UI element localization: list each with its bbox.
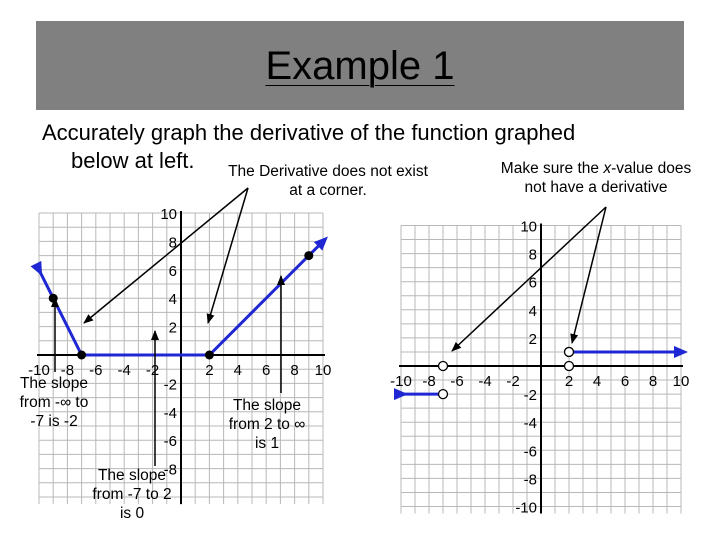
x-tick-label: 8 <box>648 373 658 390</box>
callout-corner <box>206 162 450 200</box>
y-tick-label: 2 <box>528 330 537 348</box>
x-tick-label: 8 <box>290 362 299 379</box>
x-tick-label: 4 <box>592 373 602 390</box>
y-tick-label: -2 <box>163 376 177 394</box>
callout-corner-line2: at a corner. <box>289 182 367 199</box>
x-tick-label: 2 <box>205 362 214 379</box>
y-tick-label: -10 <box>515 499 537 517</box>
x-tick-label: 6 <box>262 362 271 379</box>
instruction-line-2: below at left. <box>71 148 195 173</box>
y-tick-label: 6 <box>528 274 537 292</box>
y-tick-label: 8 <box>168 234 177 252</box>
function-point <box>49 294 58 303</box>
function-point <box>304 251 313 260</box>
callout-slope-mid <box>82 466 182 523</box>
y-tick-label: -8 <box>523 471 537 489</box>
y-tick-label: 2 <box>168 319 177 337</box>
y-tick-label: 6 <box>168 262 177 280</box>
callout-slope-right-line1: The slope <box>232 397 302 414</box>
derivative-open-point <box>565 347 574 356</box>
y-tick-label: 8 <box>528 246 537 264</box>
callout-xvalue-line2: not have a derivative <box>524 179 668 196</box>
y-tick-label: 10 <box>160 206 177 223</box>
callout-slope-right-line2: from 2 to ∞ <box>228 416 306 433</box>
x-tick-label: 10 <box>314 362 332 379</box>
y-tick-label: -6 <box>523 443 537 461</box>
function-point <box>77 351 86 360</box>
x-tick-label: 4 <box>233 362 242 379</box>
x-tick-label: -10 <box>390 373 412 390</box>
callout-slope-right <box>217 396 317 453</box>
callout-slope-mid-line3: is 0 <box>119 505 145 522</box>
callout-corner-line1: The Derivative does not exist <box>228 163 428 180</box>
x-tick-label: -8 <box>422 373 436 390</box>
callout-xvalue <box>480 159 712 197</box>
x-tick-label: -2 <box>145 362 160 379</box>
x-tick-label: 10 <box>672 373 690 390</box>
y-tick-label: -4 <box>523 415 537 433</box>
slide-title: Example 1 <box>265 44 455 88</box>
x-tick-label: -8 <box>60 362 75 379</box>
y-tick-label: 10 <box>520 218 537 236</box>
y-tick-label: 4 <box>168 291 177 309</box>
derivative-open-point <box>439 362 448 371</box>
x-tick-label: 6 <box>620 373 630 390</box>
y-tick-label: -2 <box>523 387 537 405</box>
x-tick-label: -2 <box>506 373 520 390</box>
callout-slope-left-line2: from -∞ to <box>19 394 89 411</box>
y-tick-label: -4 <box>163 404 177 422</box>
derivative-open-point <box>439 390 448 399</box>
callout-slope-left <box>8 374 100 431</box>
callout-slope-mid-line2: from -7 to 2 <box>92 486 172 503</box>
callout-slope-right-line3: is 1 <box>254 435 280 452</box>
callout-slope-left-line3: -7 is -2 <box>30 413 78 430</box>
y-tick-label: -8 <box>163 461 177 479</box>
graph-derivative <box>390 219 689 517</box>
italic-x: x <box>603 160 612 177</box>
x-tick-label: -4 <box>117 362 131 379</box>
derivative-open-point <box>565 362 574 371</box>
x-tick-label: -4 <box>478 373 492 390</box>
y-tick-label: 4 <box>528 302 537 320</box>
function-point <box>205 351 214 360</box>
y-tick-label: -6 <box>163 433 177 451</box>
x-tick-label: -6 <box>450 373 464 390</box>
x-tick-label: 2 <box>564 373 574 390</box>
x-tick-label: -6 <box>89 362 103 379</box>
x-tick-label: -10 <box>28 362 50 379</box>
arrow-xvalue-2 <box>572 207 606 343</box>
callout-xvalue-line1: Make sure the x-value does <box>500 160 692 177</box>
instruction-line-1: Accurately graph the derivative of the function graphed <box>42 120 576 145</box>
callout-slope-mid-line1: The slope <box>97 467 167 484</box>
callout-slope-left-line1: The slope <box>19 375 89 392</box>
